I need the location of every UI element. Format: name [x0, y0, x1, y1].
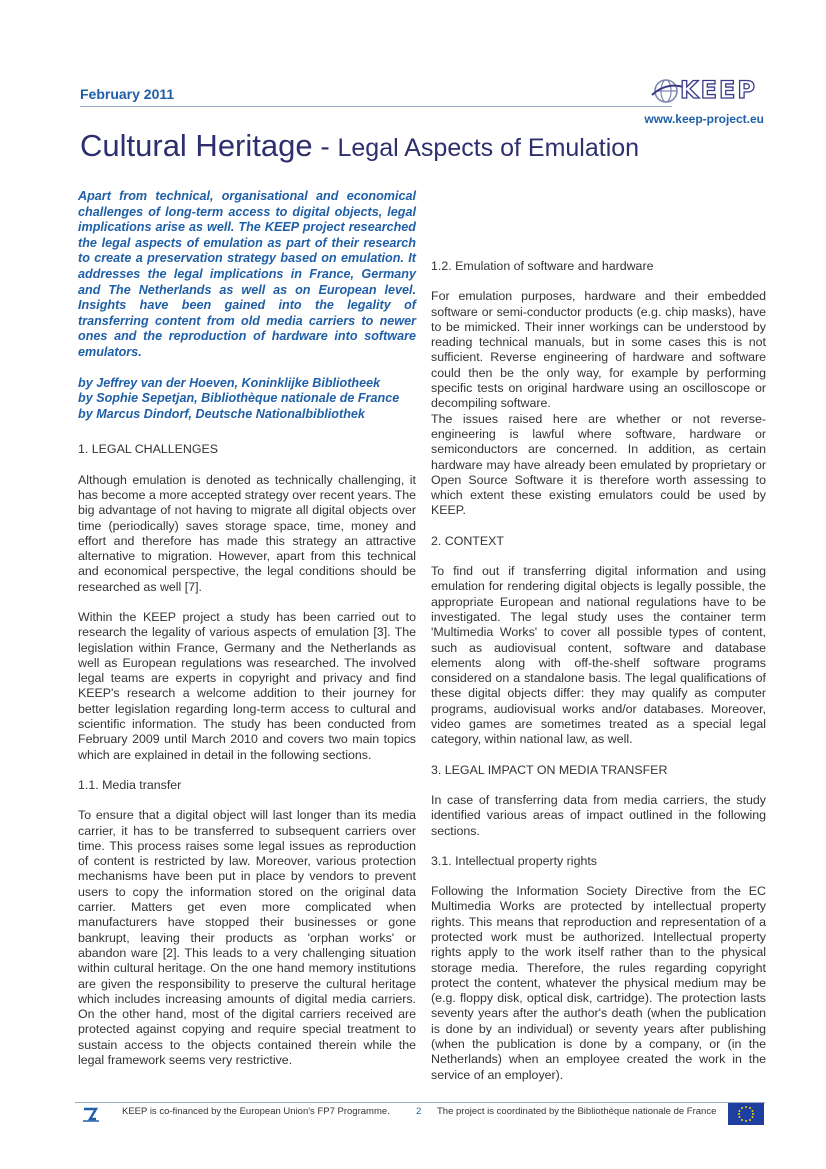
section-heading-media-transfer: 1.1. Media transfer: [78, 777, 182, 792]
author-line: by Sophie Sepetjan, Bibliothèque nationale de France: [78, 391, 400, 406]
footer-divider: [75, 1102, 765, 1103]
section-heading-legal-challenges: 1. LEGAL CHALLENGES: [78, 442, 219, 457]
paragraph: The issues raised here are whether or not reverse-engineering is lawful where software, hardware or semiconductors are concerned. In addition, as certain hardware may have already been emulated by proprietary or Open Source Software it is therefore worth assessing to which extent these existing emulators could be used by KEEP.: [431, 411, 766, 518]
right-column: [431, 191, 766, 1098]
left-column: [78, 189, 416, 1083]
paragraph: To find out if transferring digital information and using emulation for rendering digital objects is legally possible, the appropriate European and national regulations have to be investigated. The legal study uses the container term 'Multimedia Works' to cover all possible types of content, such as audiovisual content, software and database elements along with off-the-shelf software programs considered on a standalone basis. The legal qualifications of these digital objects differ: they may qualify as computer programs, audiovisual works and/or databases. Moreover, video games are sometimes treated as a special legal category, within national law, as well.: [431, 564, 766, 747]
paragraph: To ensure that a digital object will last longer than its media carrier, it has to be transferred to subsequent carriers over time. This process raises some legal issues as reproduction of content is restricted by law. Moreover, various protection mechanisms have been put in place by vendors to prevent users to copy the information stored on the original data carrier. Matters get even more complicated when manufacturers have stopped their businesses or gone bankrupt, leaving their products as 'orphan works' or abandon ware [2]. This leads to a very challenging situation within cultural heritage. On the one hand memory institutions are given the responsibility to preserve the cultural heritage which includes increasing amounts of digital media carriers. On the other hand, most of the digital carriers received are protected against copying and require special treatment to sustain access to the objects contained therein while the legal framework seems very restrictive.: [78, 808, 416, 1067]
keep-logo: [650, 72, 768, 108]
section-heading-intellectual-property: 3.1. Intellectual property rights: [431, 853, 597, 868]
paragraph: Within the KEEP project a study has been carried out to research the legality of various aspects of emulation [3]. The legislation within France, Germany and the Netherlands as well as European regulations was researched. The involved legal teams are experts in copyright and privacy and find KEEP's research a welcome addition to their journey for better legislation regarding long-term access to cultural and scientific information. The study has been conducted from February 2009 until March 2010 and covers two main topics which are explained in detail in the following sections.: [78, 609, 416, 762]
project-url-link[interactable]: www.keep-project.eu: [644, 112, 764, 126]
issue-date: February 2011: [80, 86, 175, 102]
paragraph: Although emulation is denoted as technically challenging, it has become a more accepted strategy over recent years. The big advantage of not having to migrate all digital objects over time (periodically) saves storage space, time, money and effort and therefore has made this strategy an attractive alternative to migration. However, apart from this technical and economical perspective, the legal conditions should be researched as well [7].: [78, 472, 416, 594]
author-line: by Marcus Dindorf, Deutsche Nationalbibliothek: [78, 406, 365, 421]
page-number: 2: [416, 1106, 422, 1117]
title-part-1: Cultural Heritage: [80, 128, 313, 163]
paragraph: Following the Information Society Directive from the EC Multimedia Works are protected by intellectual property rights. This means that reproduction and representation of a protected work must be authorized. Intellectual property rights apply to the work itself rather than to the physical storage media. Therefore, the rules regarding copyright protect the content, whatever the physical medium may be (e.g. floppy disk, optical disk, cartridge). The protection lasts seventy years after the author's death (when the publication is done by an individual) or seventy years after publishing (when the publication is done by a company, or (in the Netherlands) when an employee created the work in the service of an employer).: [431, 884, 766, 1082]
title-part-2: Legal Aspects of Emulation: [337, 134, 640, 162]
author-list: [78, 376, 416, 423]
footer-funding-note: KEEP is co-financed by the European Union's FP7 Programme.: [122, 1106, 390, 1117]
eu-flag-icon: [728, 1103, 764, 1125]
logo-wordmark: KEEP: [680, 76, 757, 104]
column-continuation-spacer: [431, 191, 766, 259]
header-divider: [80, 106, 672, 107]
section-heading-legal-impact: 3. LEGAL IMPACT ON MEDIA TRANSFER: [431, 762, 668, 777]
page-title: [80, 128, 639, 164]
section-heading-context: 2. CONTEXT: [431, 533, 504, 548]
paragraph: For emulation purposes, hardware and their embedded software or semi-conductor products (e.g. chip masks), have to be mimicked. Their inner workings can be understood by reading technical manuals, but in some cases this is not sufficient. Reverse engineering of hardware and software could then be the only way, for example by performing specific tests on original hardware using an oscilloscope or decompiling software.: [431, 289, 766, 411]
paragraph: In case of transferring data from media carriers, the study identified various areas of impact outlined in the following sections.: [431, 792, 766, 838]
footer-coordinator-note: The project is coordinated by the Bibliothèque nationale de France: [437, 1106, 717, 1117]
intro-abstract: Apart from technical, organisational and economical challenges of long-term access to digital objects, legal implications arise as well. The KEEP project researched the legal aspects of emulation as part of their research to create a preservation strategy based on emulation. It addresses the legal implications in France, Germany and The Netherlands as well as on European level. Insights have been gained into the legality of transferring content from old media carriers to newer ones and the reproduction of hardware into software emulators.: [78, 189, 416, 359]
author-line: by Jeffrey van der Hoeven, Koninklijke Bibliotheek: [78, 375, 381, 390]
title-separator: -: [312, 131, 338, 162]
fp7-logo-icon: [82, 1105, 100, 1123]
section-heading-emulation: 1.2. Emulation of software and hardware: [431, 259, 654, 273]
